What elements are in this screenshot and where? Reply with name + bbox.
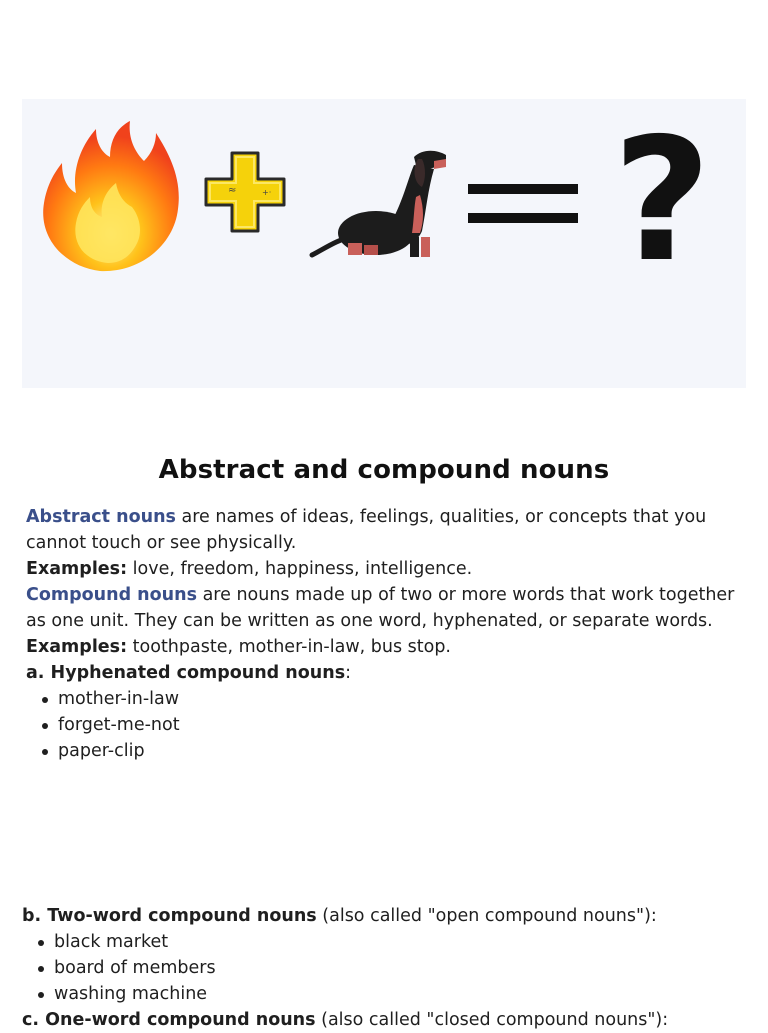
list-item: forget-me-not (40, 712, 746, 738)
picture-puzzle (22, 99, 746, 388)
compound-term: Compound nouns (26, 585, 198, 605)
open-compound-list (22, 929, 746, 1007)
examples-label: Examples: (26, 559, 128, 579)
fire-icon (43, 121, 179, 271)
abstract-definition (26, 504, 746, 556)
page-title: Abstract and compound nouns (158, 455, 610, 485)
svg-text:?: ? (612, 102, 712, 300)
equals-icon (468, 184, 578, 223)
question-mark-icon (613, 102, 712, 300)
list-item: black market (36, 929, 746, 955)
content-section (26, 504, 746, 764)
content-section-continued (22, 903, 746, 1033)
svg-text:≈: ≈ (228, 185, 237, 196)
list-item: paper-clip (40, 738, 746, 764)
examples-text: love, freedom, happiness, intelligence. (127, 559, 473, 579)
abstract-examples (26, 556, 746, 582)
compound-definition-text: are nouns made up of two or more words that work together as one unit. They can be written as one word, hyphenated, or separate words. (26, 585, 735, 631)
plus-icon (206, 153, 284, 231)
abstract-definition-text: are names of ideas, feelings, qualities, or concepts that you cannot touch or see physically. (26, 507, 707, 553)
section-b-heading: b. Two-word compound nouns (also called "open compound nouns"): (22, 906, 657, 926)
section-a-heading: a. Hyphenated compound nouns: (26, 663, 352, 683)
list-item: mother-in-law (40, 686, 746, 712)
compound-definition (26, 582, 746, 634)
compound-examples (26, 634, 746, 660)
examples-label: Examples: (26, 637, 128, 657)
dog-icon (312, 151, 446, 257)
examples-text: toothpaste, mother-in-law, bus stop. (127, 637, 451, 657)
section-c-heading: c. One-word compound nouns (also called "closed compound nouns"): (22, 1010, 669, 1030)
svg-text:+·: +· (262, 188, 272, 197)
abstract-term: Abstract nouns (26, 507, 176, 527)
hyphenated-list (26, 686, 746, 764)
list-item: washing machine (36, 981, 746, 1007)
list-item: board of members (36, 955, 746, 981)
